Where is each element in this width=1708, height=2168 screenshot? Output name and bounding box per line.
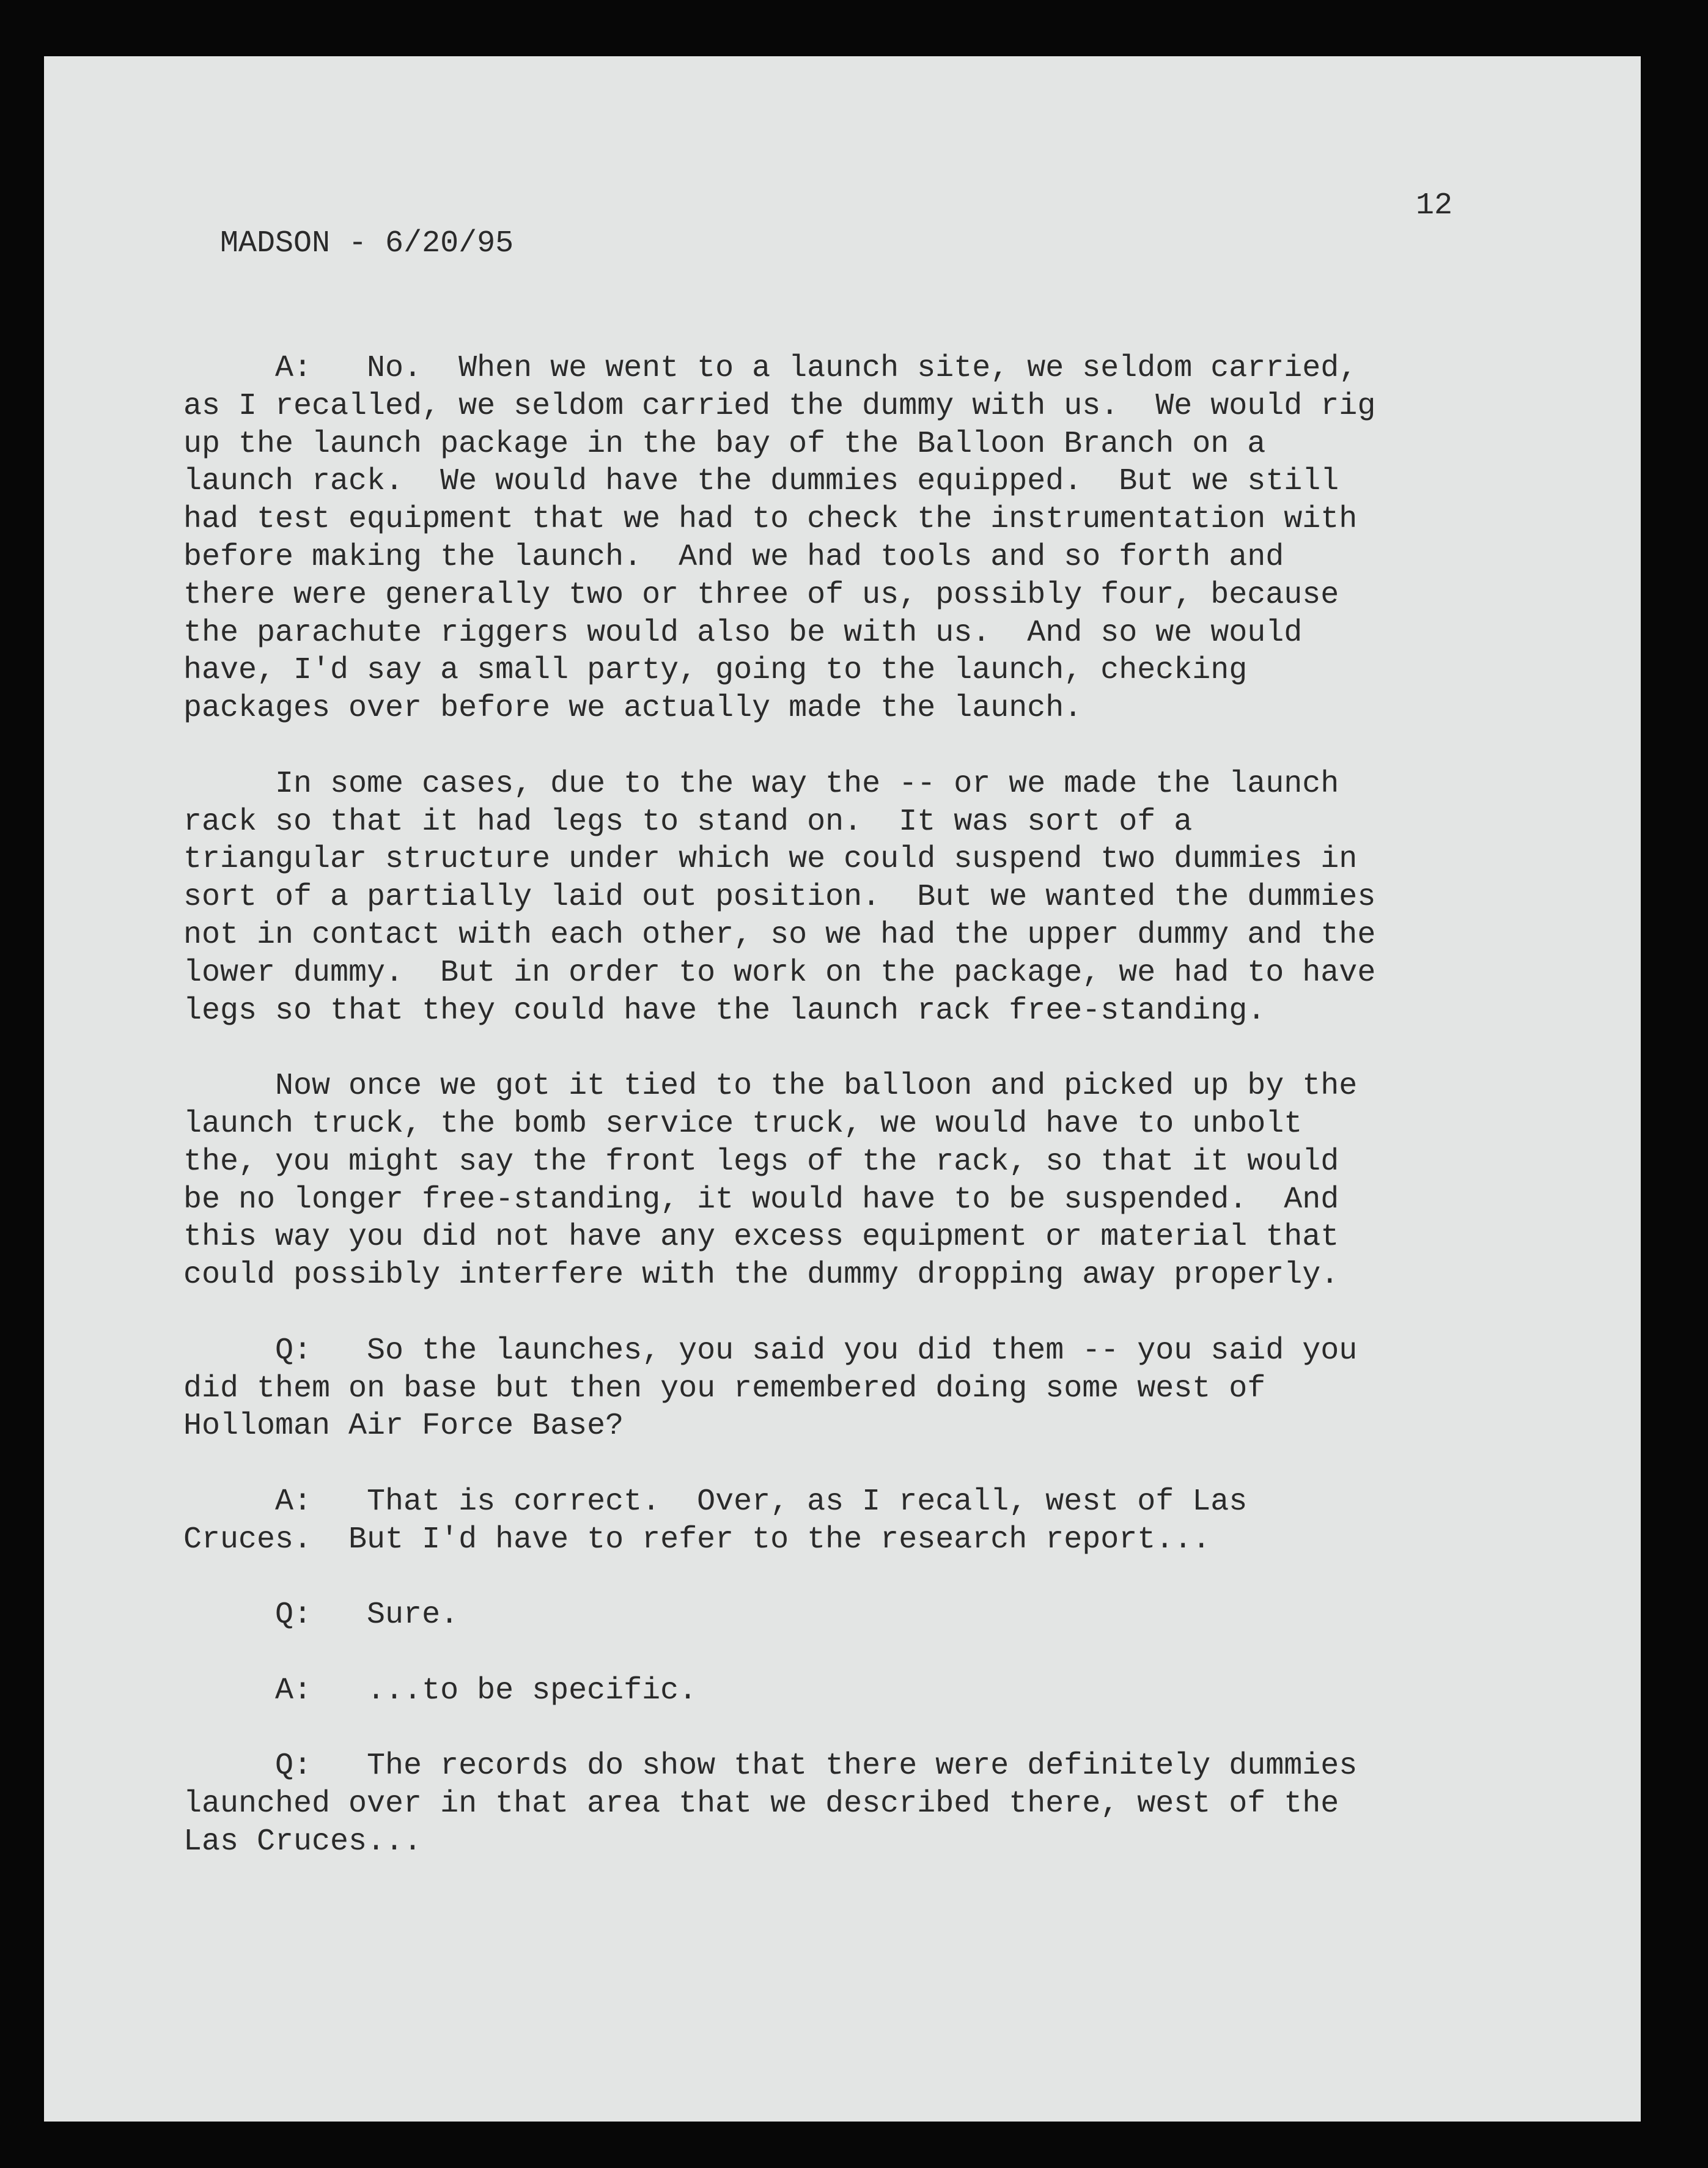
transcript-paragraph [183, 1332, 1479, 1445]
text-line: Q: Sure. [183, 1598, 459, 1633]
text-line: up the launch package in the bay of the Balloon Branch on a [183, 426, 1266, 462]
text-line: the, you might say the front legs of the rack, so that it would [183, 1144, 1339, 1179]
text-line: launched over in that area that we described there, west of the [183, 1786, 1339, 1822]
text-line: A: That is correct. Over, as I recall, west of Las [183, 1484, 1248, 1519]
text-line: before making the launch. And we had tools and so forth and [183, 539, 1284, 575]
transcript-paragraph [183, 1672, 1479, 1710]
text-line: rack so that it had legs to stand on. It was sort of a [183, 804, 1193, 839]
text-line: Now once we got it tied to the balloon and picked up by the [183, 1069, 1358, 1104]
text-line: legs so that they could have the launch rack free-standing. [183, 993, 1266, 1028]
text-line: Q: So the launches, you said you did them -- you said you [183, 1333, 1358, 1368]
transcript-paragraph [183, 765, 1479, 1030]
text-line: launch truck, the bomb service truck, we would have to unbolt [183, 1106, 1303, 1141]
text-line: triangular structure under which we could suspend two dummies in [183, 842, 1358, 877]
transcript-paragraph [183, 1596, 1479, 1634]
text-line: this way you did not have any excess equipment or material that [183, 1220, 1339, 1255]
transcript-paragraph [183, 1747, 1479, 1860]
text-line: A: ...to be specific. [183, 1673, 698, 1708]
text-line: as I recalled, we seldom carried the dummy with us. We would rig [183, 388, 1376, 424]
transcript-paragraph [183, 1067, 1479, 1294]
text-line: launch rack. We would have the dummies equipped. But we still [183, 464, 1339, 500]
text-line: A: No. When we went to a launch site, we seldom carried, [183, 351, 1358, 386]
text-line: In some cases, due to the way the -- or we made the launch [183, 766, 1339, 802]
text-line: packages over before we actually made the launch. [183, 691, 1083, 726]
transcript-paragraph [183, 350, 1479, 728]
transcript-paragraph [183, 1483, 1479, 1559]
text-line: Las Cruces... [183, 1824, 422, 1860]
page-number: 12 [1415, 188, 1452, 223]
text-line: be no longer free-standing, it would have to be suspended. And [183, 1182, 1339, 1217]
text-line: sort of a partially laid out position. But we wanted the dummies [183, 880, 1376, 915]
text-line: Holloman Air Force Base? [183, 1409, 624, 1444]
text-line: Cruces. But I'd have to refer to the research report... [183, 1522, 1211, 1557]
text-line: have, I'd say a small party, going to the launch, checking [183, 653, 1248, 688]
text-line: the parachute riggers would also be with us. And so we would [183, 615, 1303, 651]
transcript-body [183, 350, 1479, 1899]
page-header [183, 187, 1452, 301]
text-line: not in contact with each other, so we had the upper dummy and the [183, 917, 1376, 953]
text-line: had test equipment that we had to check the instrumentation with [183, 502, 1358, 537]
text-line: Q: The records do show that there were definitely dummies [183, 1749, 1358, 1784]
text-line: did them on base but then you remembered doing some west of [183, 1371, 1266, 1406]
text-line: could possibly interfere with the dummy dropping away properly. [183, 1258, 1339, 1293]
header-title: MADSON - 6/20/95 [220, 226, 514, 261]
text-line: lower dummy. But in order to work on the package, we had to have [183, 955, 1376, 990]
text-line: there were generally two or three of us, possibly four, because [183, 577, 1339, 613]
